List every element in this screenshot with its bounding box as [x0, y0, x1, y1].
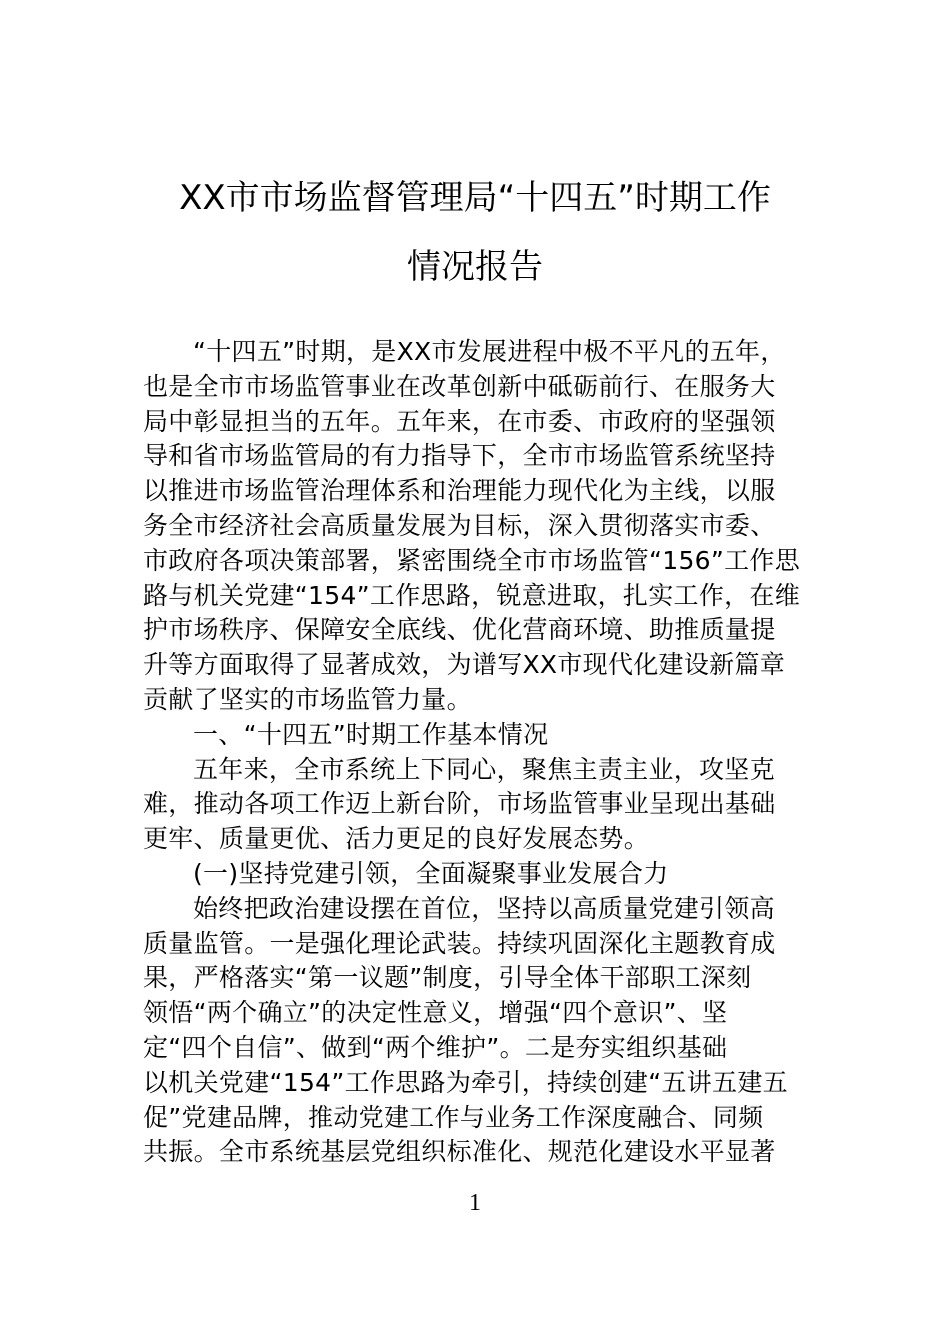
- paragraph-line: 路与机关党建“154”工作思路，锐意进取，扎实工作，在维: [143, 580, 801, 610]
- paragraph-line: 以机关党建“154”工作思路为牵引，持续创建“五讲五建五: [143, 1067, 788, 1097]
- paragraph-line: 护市场秩序、保障安全底线、优化营商环境、助推质量提: [143, 615, 776, 645]
- paragraph-line: 导和省市场监管局的有力指导下，全市市场监管系统坚持: [143, 441, 776, 471]
- paragraph-line: 始终把政治建设摆在首位，坚持以高质量党建引领高: [193, 893, 775, 923]
- paragraph-line: 局中彰显担当的五年。五年来，在市委、市政府的坚强领: [143, 406, 776, 436]
- paragraph-line: 五年来，全市系统上下同心，聚焦主责主业，攻坚克: [193, 754, 775, 784]
- subsection-heading: (一)坚持党建引领，全面凝聚事业发展合力: [193, 858, 669, 888]
- paragraph-line: 升等方面取得了显著成效，为谱写XX市现代化建设新篇章: [143, 650, 786, 680]
- paragraph-line: 市政府各项决策部署，紧密围绕全市市场监管“156”工作思: [143, 545, 801, 575]
- paragraph-line: 更牢、质量更优、活力更足的良好发展态势。: [143, 824, 650, 854]
- paragraph-line: 也是全市市场监管事业在改革创新中砥砺前行、在服务大: [143, 371, 776, 401]
- paragraph-line: 果，严格落实“第一议题”制度，引导全体干部职工深刻: [143, 963, 752, 993]
- paragraph-line: 领悟“两个确立”的决定性意义，增强“四个意识”、坚: [143, 998, 728, 1028]
- document-title-line-2: 情况报告: [407, 247, 543, 287]
- paragraph-line: 定“四个自信”、做到“两个维护”。二是夯实组织基础: [143, 1032, 728, 1062]
- paragraph-line: 难，推动各项工作迈上新台阶，市场监管事业呈现出基础: [143, 789, 776, 819]
- section-heading: 一、“十四五”时期工作基本情况: [193, 719, 549, 749]
- paragraph-line: 以推进市场监管治理体系和治理能力现代化为主线，以服: [143, 476, 776, 506]
- document-title-line-1: XX市市场监督管理局“十四五”时期工作: [179, 178, 771, 218]
- paragraph-line: “十四五”时期，是XX市发展进程中极不平凡的五年，: [193, 337, 786, 366]
- page-number: 1: [469, 1190, 481, 1216]
- document-body: [143, 335, 815, 1170]
- paragraph-line: 务全市经济社会高质量发展为目标，深入贯彻落实市委、: [143, 510, 776, 540]
- paragraph-line: 贡献了坚实的市场监管力量。: [143, 684, 472, 714]
- paragraph-line: 共振。全市系统基层党组织标准化、规范化建设水平显著: [143, 1137, 776, 1167]
- paragraph-line: 质量监管。一是强化理论武装。持续巩固深化主题教育成: [143, 928, 776, 958]
- paragraph-line: 促”党建品牌，推动党建工作与业务工作深度融合、同频: [143, 1102, 764, 1132]
